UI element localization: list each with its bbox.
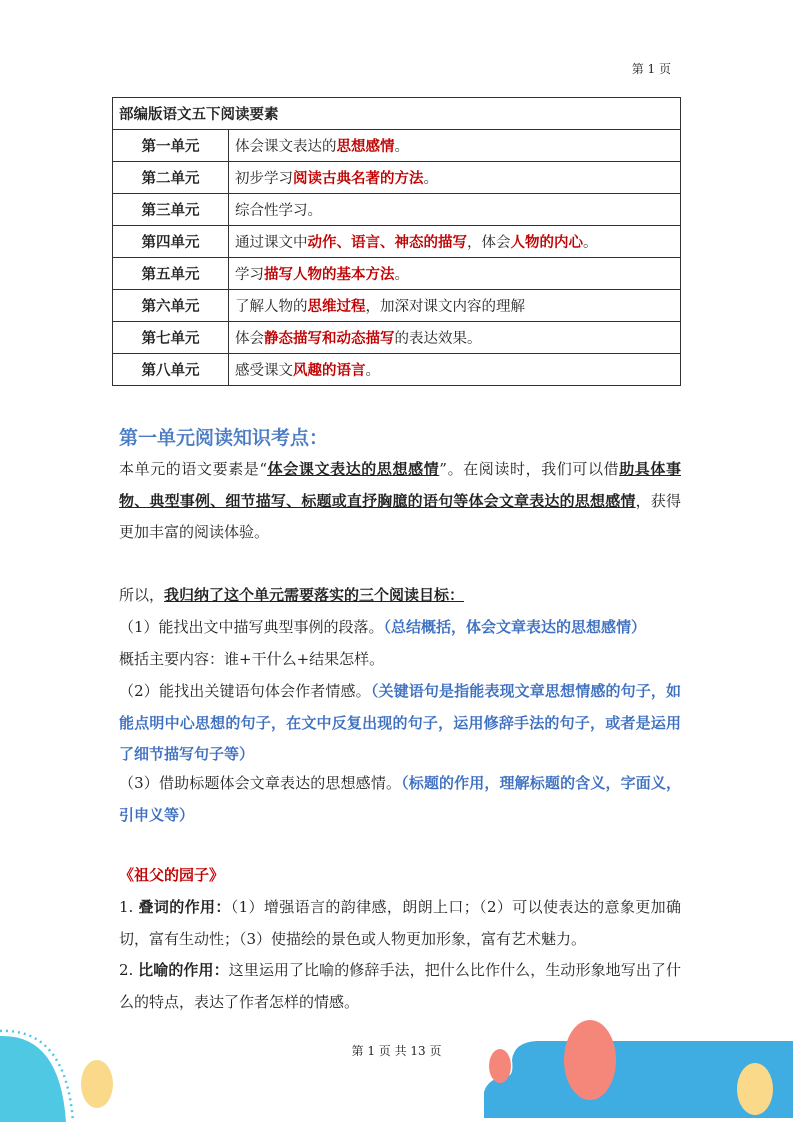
- text-segment: 初步学习: [235, 171, 293, 187]
- table-row: [113, 194, 681, 226]
- text-segment: 静态描写和动态描写: [264, 330, 395, 347]
- yellow-dot-right: [737, 1063, 773, 1115]
- text-segment: ”。在阅读时，我们可以借: [439, 460, 620, 478]
- table-title: 部编版语文五下阅读要素: [113, 98, 681, 130]
- intro-paragraph: [119, 454, 681, 549]
- text-segment: 叠词的作用：: [138, 898, 231, 916]
- text-segment: 体会: [235, 331, 264, 347]
- content-cell: [229, 258, 681, 290]
- text-segment: ，加深对课文内容的理解: [365, 299, 525, 315]
- text-segment: 本单元的语文要素是“: [119, 460, 268, 478]
- text-segment: 。: [583, 235, 598, 251]
- unit-cell: 第一单元: [113, 130, 229, 162]
- text-segment: 助具体事物、典型事例、细节描写、标题或直抒胸臆的语句等体会文章表达的思想感情: [119, 460, 681, 510]
- point-2: [119, 955, 681, 1018]
- text-segment: 所以，: [119, 586, 165, 604]
- content-cell: [229, 290, 681, 322]
- decorative-shapes: [0, 1020, 793, 1122]
- table-title-row: [113, 98, 681, 130]
- reading-elements-table: [112, 97, 681, 386]
- goal-1-note: [119, 644, 681, 676]
- text-segment: 阅读古典名著的方法: [293, 170, 424, 187]
- content-cell: [229, 130, 681, 162]
- yellow-dot-left: [81, 1060, 113, 1108]
- text-segment: 1.: [119, 898, 139, 916]
- text-segment: （关键语句是指能表现文章思想情感的句子，如能点明中心思想的句子，在文中反复出现的句子，运用修辞手法的句子，或者是运用了细节描写句子等）: [119, 682, 681, 763]
- text-segment: （3）借助标题体会文章表达的思想感情。: [119, 774, 402, 792]
- text-segment: 风趣的语言: [293, 362, 366, 379]
- text-segment: 学习: [235, 267, 264, 283]
- text-segment: 通过课文中: [235, 235, 308, 251]
- table-row: [113, 322, 681, 354]
- table-row: [113, 162, 681, 194]
- table-row: [113, 354, 681, 386]
- lesson-title: 《祖父的园子》: [119, 866, 225, 884]
- point-1: [119, 892, 681, 955]
- content-cell: [229, 322, 681, 354]
- table-row: [113, 130, 681, 162]
- text-segment: 描写人物的基本方法: [264, 266, 395, 283]
- text-segment: （1）能找出文中描写典型事例的段落。: [119, 618, 384, 636]
- text-segment: 。: [394, 267, 409, 283]
- text-segment: 体会课文表达的: [235, 139, 337, 155]
- text-segment: 。: [423, 171, 438, 187]
- text-segment: 概括主要内容：谁+干什么+结果怎样。: [119, 650, 385, 668]
- goal-1: [119, 612, 681, 644]
- text-segment: 比喻的作用：: [138, 961, 229, 979]
- coral-dot-large: [564, 1020, 616, 1100]
- text-segment: （标题的作用，理解标题的含义，字面义，引申义等）: [119, 774, 681, 824]
- text-segment: 2.: [119, 961, 139, 979]
- table-row: [113, 290, 681, 322]
- section-heading: 第一单元阅读知识考点：: [119, 427, 329, 449]
- unit-cell: 第四单元: [113, 226, 229, 258]
- page-header: 第 1 页: [631, 62, 671, 76]
- goals-intro: [119, 580, 681, 612]
- unit-cell: 第六单元: [113, 290, 229, 322]
- content-cell: [229, 162, 681, 194]
- text-segment: 感受课文: [235, 363, 293, 379]
- text-segment: 思想感情: [336, 138, 395, 155]
- text-segment: ，获得更加丰富的阅读体验。: [119, 491, 681, 541]
- text-segment: 我归纳了这个单元需要落实的三个阅读目标：: [164, 586, 465, 604]
- goal-2: [119, 676, 681, 771]
- text-segment: 体会课文表达的思想感情: [267, 460, 440, 478]
- text-segment: 这里运用了比喻的修辞手法，把什么比作什么，生动形象地写出了什么的特点，表达了作者怎样的情感。: [119, 961, 681, 1011]
- text-segment: 了解人物的: [235, 299, 308, 315]
- unit-cell: 第三单元: [113, 194, 229, 226]
- text-segment: （1）增强语言的韵律感，朗朗上口；（2）可以使表达的意象更加确切，富有生动性；（3）使描绘的景色或人物更加形象，富有艺术魅力。: [119, 898, 681, 948]
- text-segment: 的表达效果。: [394, 331, 482, 347]
- text-segment: 思维过程: [307, 298, 366, 315]
- content-cell: [229, 354, 681, 386]
- unit-cell: 第八单元: [113, 354, 229, 386]
- table-row: [113, 226, 681, 258]
- unit-cell: 第五单元: [113, 258, 229, 290]
- table-row: [113, 258, 681, 290]
- text-segment: 。: [394, 139, 409, 155]
- text-segment: 人物的内心: [510, 234, 583, 251]
- text-segment: （总结概括，体会文章表达的思想感情）: [383, 618, 647, 636]
- unit-cell: 第二单元: [113, 162, 229, 194]
- text-segment: ，体会: [467, 235, 511, 251]
- content-cell: [229, 194, 681, 226]
- text-segment: （2）能找出关键语句体会作者情感。: [119, 682, 371, 700]
- text-segment: 。: [365, 363, 380, 379]
- unit-cell: 第七单元: [113, 322, 229, 354]
- text-segment: 动作、语言、神态的描写: [307, 234, 467, 251]
- text-segment: 综合性学习。: [235, 203, 322, 219]
- content-cell: [229, 226, 681, 258]
- page-footer: 第 1 页 共 13 页: [351, 1044, 442, 1058]
- goal-3: [119, 768, 681, 831]
